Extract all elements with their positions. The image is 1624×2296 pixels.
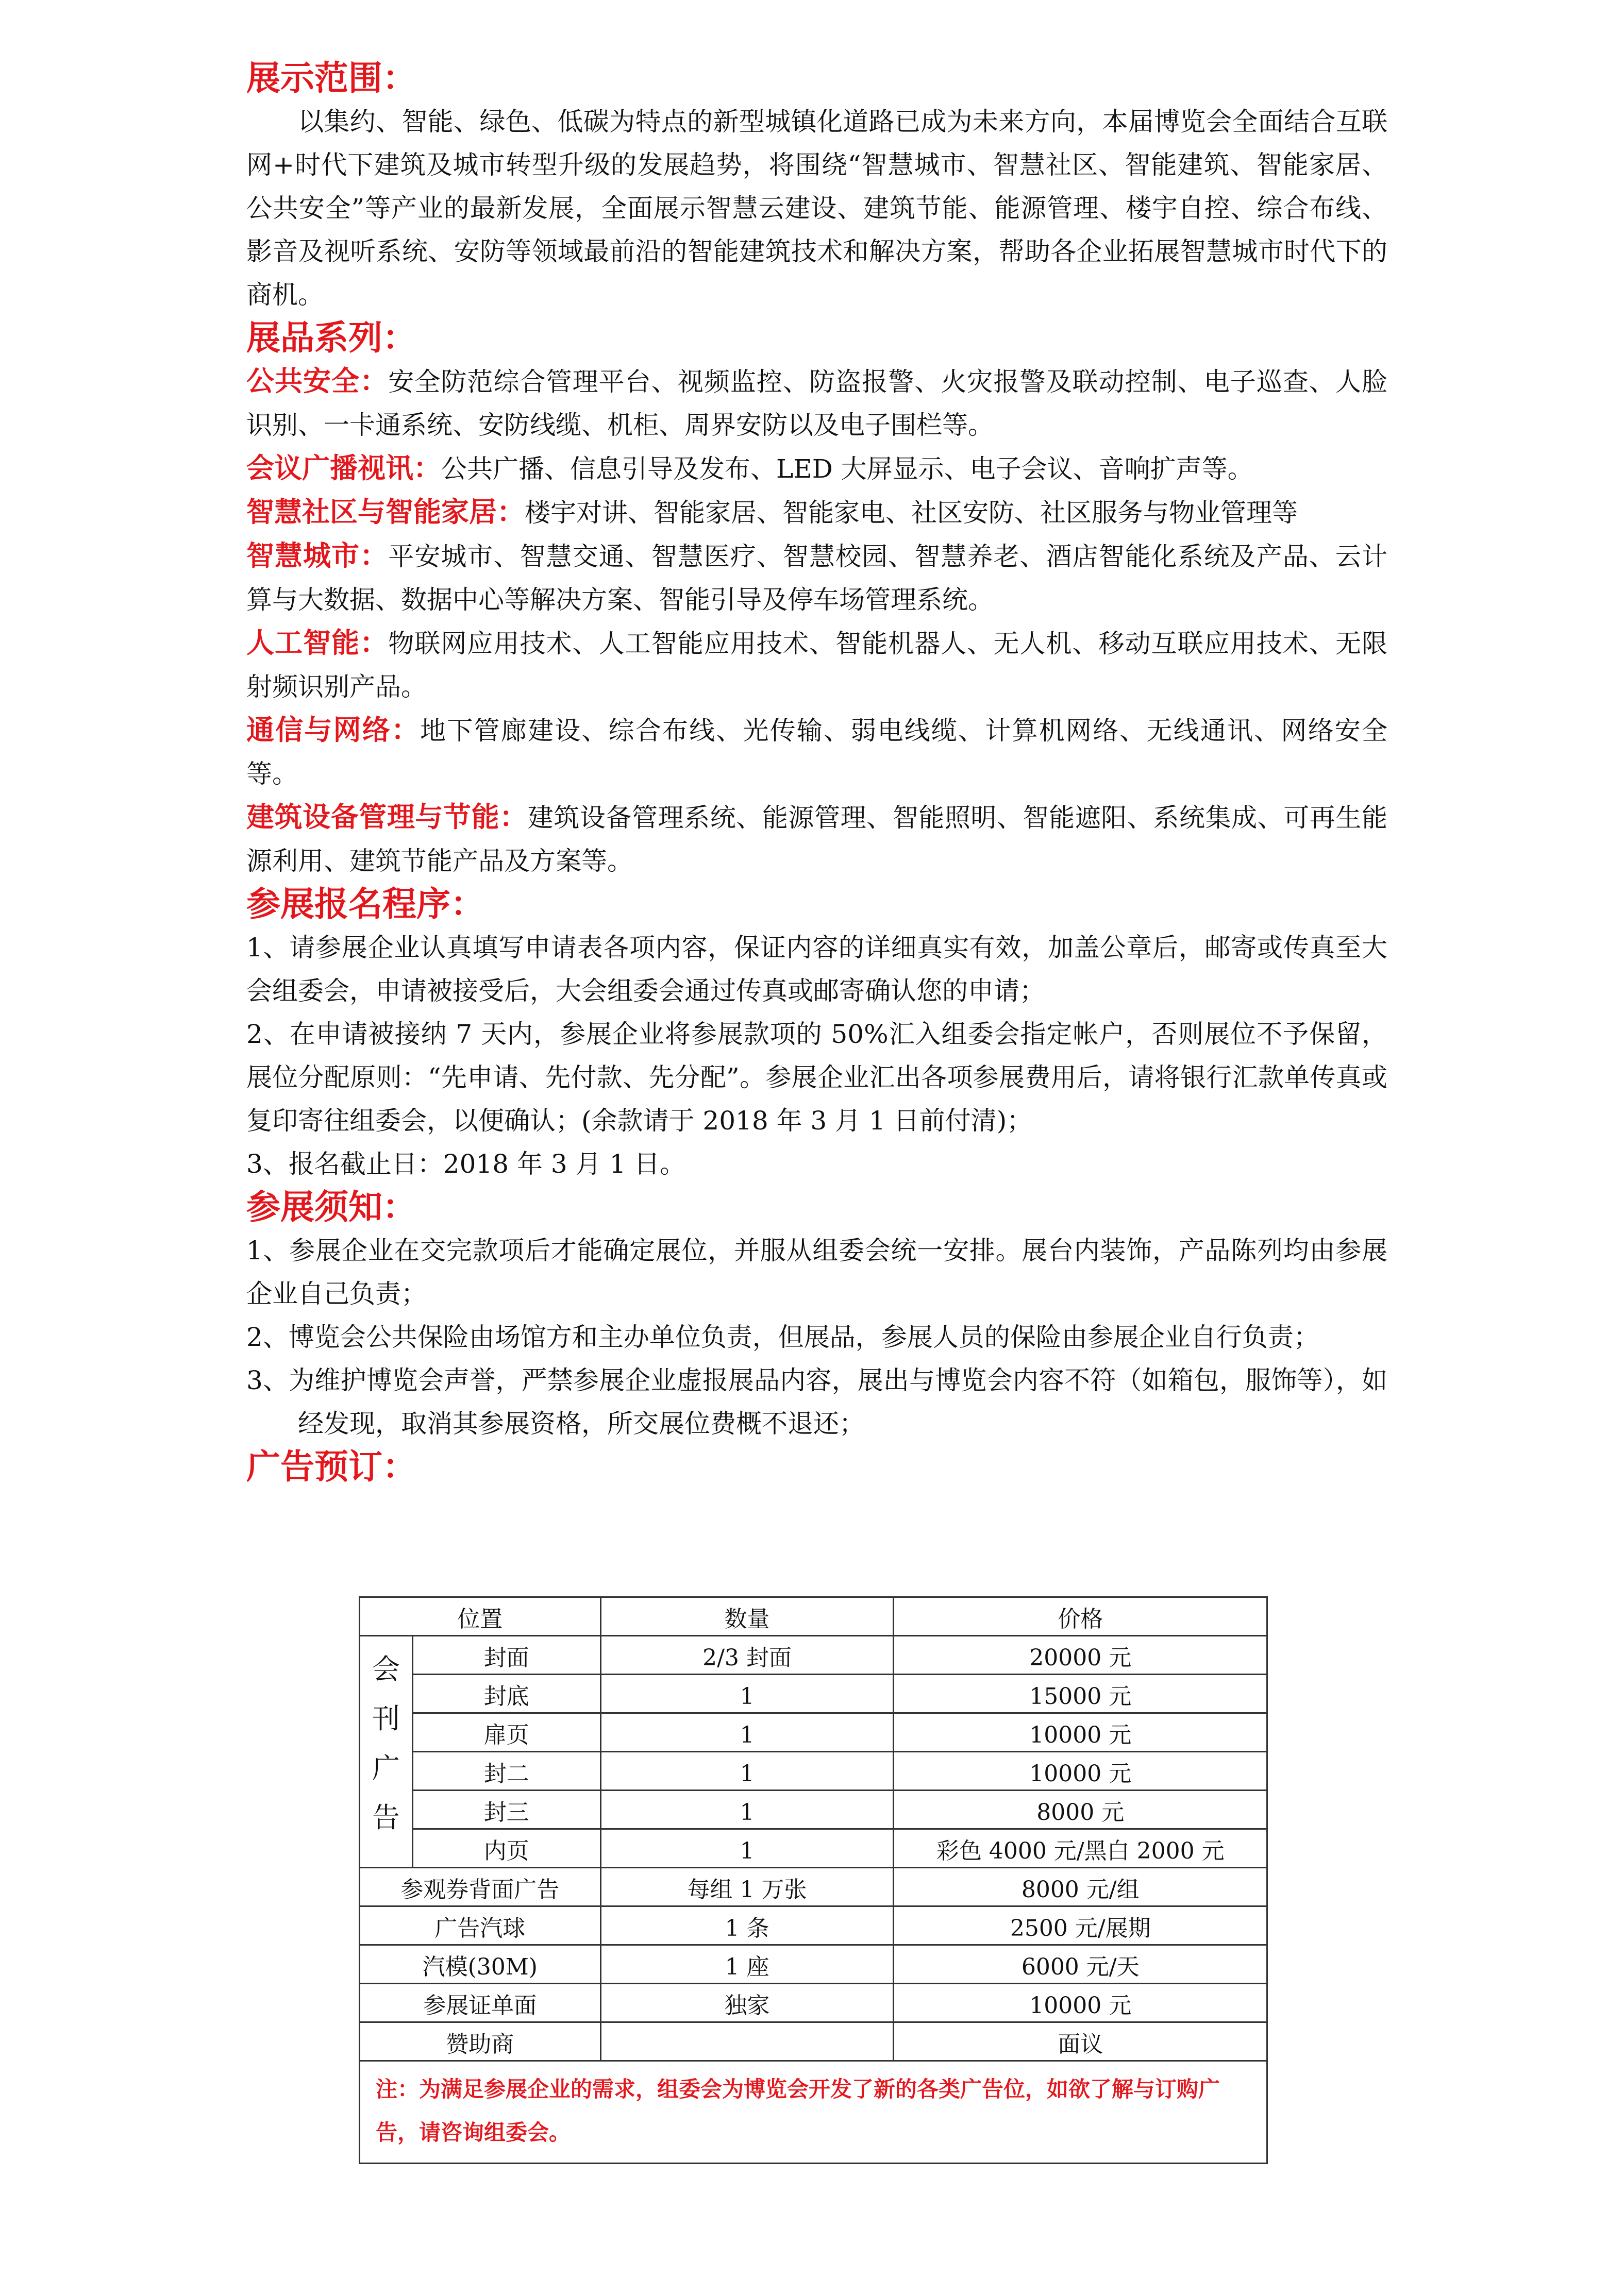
cell-quantity: 1 座	[600, 1945, 894, 1984]
column-header-position: 位置	[360, 1597, 601, 1636]
product-label: 建筑设备管理与节能：	[246, 801, 528, 833]
registration-heading: 参展报名程序：	[246, 884, 484, 924]
cell-price: 10000 元	[894, 1984, 1267, 2022]
product-item	[246, 534, 1387, 621]
table-row	[360, 1636, 1267, 1675]
notice-item: 2、博览会公共保险由场馆方和主办单位负责，但展品，参展人员的保险由参展企业自行负责；	[246, 1322, 1319, 1352]
product-item	[246, 708, 1387, 796]
product-text: 地下管廊建设、综合布线、光传输、弱电线缆、计算机网络、无线通讯、网络安全等。	[246, 716, 1387, 789]
product-text: 安全防范综合管理平台、视频监控、防盗报警、火灾报警及联动控制、电子巡查、人脸识别、一卡通系统、安防线缆、机柜、周界安防以及电子围栏等。	[246, 367, 1388, 440]
product-item	[246, 360, 1387, 447]
cell-position: 封底	[412, 1675, 600, 1713]
cell-price: 10000 元	[894, 1713, 1267, 1752]
cell-price: 面议	[894, 2022, 1267, 2061]
table-row	[360, 1906, 1267, 1945]
products-heading: 展品系列：	[246, 318, 416, 358]
cell-price: 6000 元/天	[894, 1945, 1267, 1984]
cell-position: 汽模(30M)	[360, 1945, 601, 1984]
column-header-price: 价格	[894, 1597, 1267, 1636]
table-row	[360, 1713, 1267, 1752]
product-label: 会议广播视讯：	[246, 452, 441, 484]
column-header-quantity: 数量	[600, 1597, 894, 1636]
product-item	[246, 447, 1387, 491]
product-item	[246, 796, 1387, 883]
cell-quantity: 每组 1 万张	[600, 1868, 894, 1906]
notice-item: 1、参展企业在交完款项后才能确定展位，并服从组委会统一安排。展台内装饰，产品陈列均由参展企业自己负责；	[246, 1236, 1387, 1309]
cell-quantity: 1 条	[600, 1906, 894, 1945]
cell-price: 10000 元	[894, 1752, 1267, 1791]
cell-position: 扉页	[412, 1713, 600, 1752]
registration-item: 2、在申请被接纳 7 天内，参展企业将参展款项的 50%汇入组委会指定帐户，否则展位不予保留，展位分配原则：“先申请、先付款、先分配”。参展企业汇出各项参展费用后，请将银行汇款单传真或复印寄往组委会，以便确认；(余款请于 2018 年 3 月 1 日前付清)；	[246, 1019, 1387, 1136]
cell-position: 封面	[412, 1636, 600, 1675]
table-row	[360, 1868, 1267, 1906]
product-list	[246, 360, 1387, 883]
cell-price: 2500 元/展期	[894, 1906, 1267, 1945]
product-label: 公共安全：	[246, 365, 389, 397]
table-row	[360, 1675, 1267, 1713]
product-item	[246, 491, 1387, 534]
cell-position: 赞助商	[360, 2022, 601, 2061]
cell-position: 参展证单面	[360, 1984, 601, 2022]
table-row	[360, 2022, 1267, 2061]
ads-note: 注：为满足参展企业的需求，组委会为博览会开发了新的各类广告位，如欲了解与订购广告，请咨询组委会。	[360, 2061, 1267, 2164]
cell-quantity: 2/3 封面	[600, 1636, 894, 1675]
cell-price: 15000 元	[894, 1675, 1267, 1713]
product-text: 建筑设备管理系统、能源管理、智能照明、智能遮阳、系统集成、可再生能源利用、建筑节能产品及方案等。	[246, 803, 1388, 876]
cell-position: 参观券背面广告	[360, 1868, 601, 1906]
table-row	[360, 1791, 1267, 1829]
table-row	[360, 1984, 1267, 2022]
cell-price: 20000 元	[894, 1636, 1267, 1675]
table-row	[360, 1752, 1267, 1791]
notice-heading: 参展须知：	[246, 1187, 416, 1227]
cell-quantity: 1	[600, 1791, 894, 1829]
cell-position: 封二	[412, 1752, 600, 1791]
group-label-char: 广	[372, 1752, 400, 1784]
ads-heading: 广告预订：	[246, 1447, 416, 1487]
product-label: 智慧社区与智能家居：	[246, 496, 525, 528]
product-label: 通信与网络：	[246, 714, 421, 746]
cell-quantity: 1	[600, 1675, 894, 1713]
table-row	[360, 1945, 1267, 1984]
product-item	[246, 621, 1387, 708]
table-row	[360, 1829, 1267, 1868]
scope-heading: 展示范围：	[246, 58, 416, 98]
product-text: 平安城市、智慧交通、智慧医疗、智慧校园、智慧养老、酒店智能化系统及产品、云计算与大数据、数据中心等解决方案、智能引导及停车场管理系统。	[246, 542, 1388, 615]
group-label-magazine-ads	[360, 1636, 413, 1868]
cell-position: 内页	[412, 1829, 600, 1868]
group-label-char: 刊	[372, 1702, 400, 1735]
cell-quantity: 1	[600, 1752, 894, 1791]
product-label: 智慧城市：	[246, 539, 389, 572]
cell-quantity: 1	[600, 1713, 894, 1752]
product-text: 物联网应用技术、人工智能应用技术、智能机器人、无人机、移动互联应用技术、无限射频识别产品。	[246, 629, 1388, 702]
cell-price: 8000 元/组	[894, 1868, 1267, 1906]
table-header-row	[360, 1597, 1267, 1636]
scope-paragraph: 以集约、智能、绿色、低碳为特点的新型城镇化道路已成为未来方向，本届博览会全面结合互联网+时代下建筑及城市转型升级的发展趋势，将围绕“智慧城市、智慧社区、智能建筑、智能家居、公共安全”等产业的最新发展，全面展示智慧云建设、建筑节能、能源管理、楼宇自控、综合布线、影音及视听系统、安防等领域最前沿的智能建筑技术和解决方案，帮助各企业拓展智慧城市时代下的商机。	[246, 107, 1387, 310]
product-text: 楼宇对讲、智能家居、智能家电、社区安防、社区服务与物业管理等	[525, 498, 1298, 528]
cell-quantity	[600, 2022, 894, 2061]
registration-item: 1、请参展企业认真填写申请表各项内容，保证内容的详细真实有效，加盖公章后，邮寄或传真至大会组委会，申请被接受后，大会组委会通过传真或邮寄确认您的申请；	[246, 933, 1387, 1006]
cell-position: 封三	[412, 1791, 600, 1829]
table-note-row	[360, 2061, 1267, 2164]
group-label-char: 告	[372, 1801, 400, 1834]
cell-quantity: 独家	[600, 1984, 894, 2022]
notice-item: 3、为维护博览会声誉，严禁参展企业虚报展品内容，展出与博览会内容不符（如箱包，服饰等），如经发现，取消其参展资格，所交展位费概不退还；	[246, 1365, 1387, 1439]
cell-position: 广告汽球	[360, 1906, 601, 1945]
cell-quantity: 1	[600, 1829, 894, 1868]
registration-item: 3、报名截止日：2018 年 3 月 1 日。	[246, 1149, 686, 1179]
ad-pricing-table	[359, 1596, 1268, 2164]
group-label-char: 会	[372, 1653, 400, 1685]
product-text: 公共广播、信息引导及发布、LED 大屏显示、电子会议、音响扩声等。	[441, 454, 1253, 484]
cell-price: 8000 元	[894, 1791, 1267, 1829]
document-page	[246, 57, 1387, 1489]
product-label: 人工智能：	[246, 627, 389, 659]
cell-price: 彩色 4000 元/黑白 2000 元	[894, 1829, 1267, 1868]
